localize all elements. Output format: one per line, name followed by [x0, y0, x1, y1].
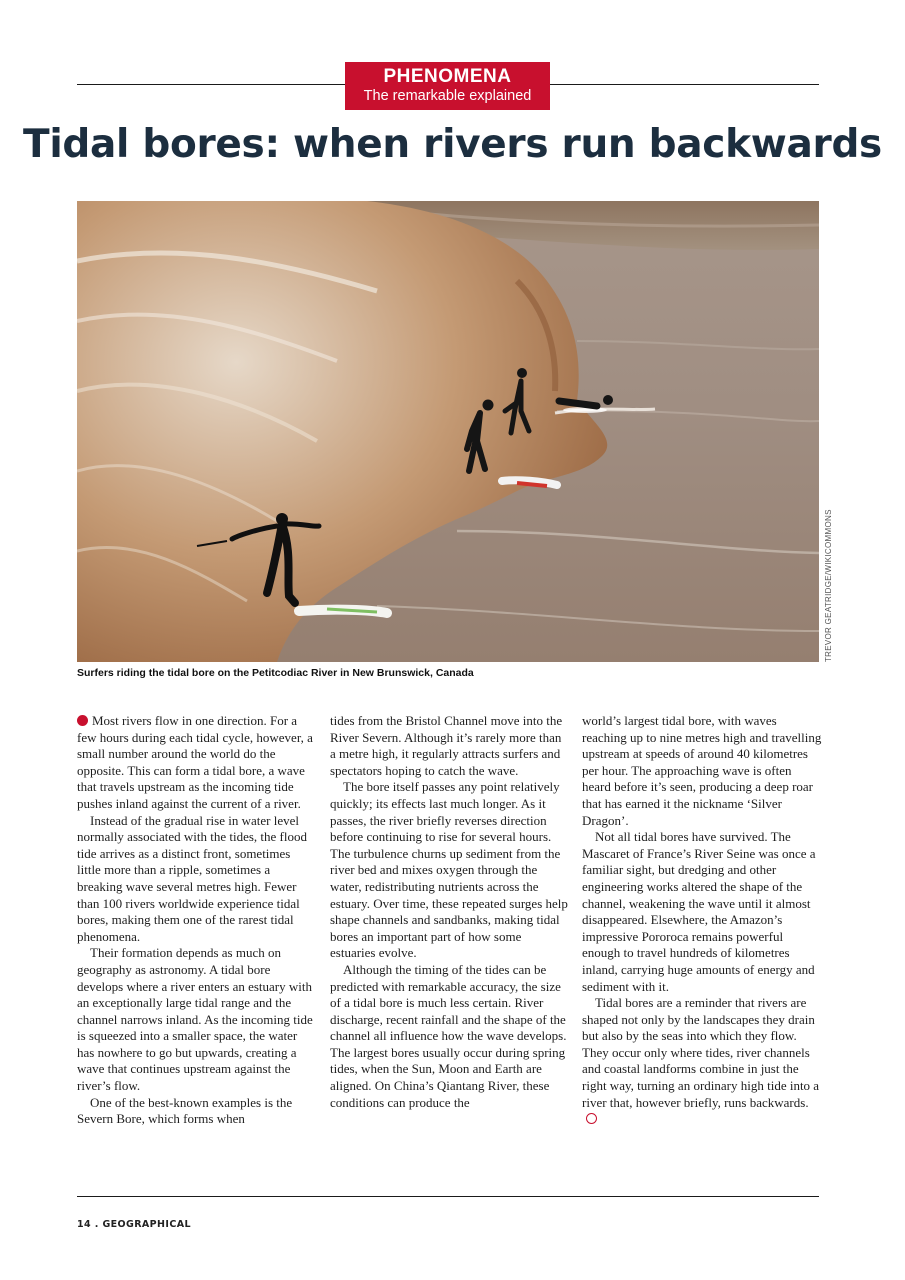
page-folio: 14 . GEOGRAPHICAL	[77, 1219, 191, 1230]
article-paragraph: Most rivers flow in one direction. For a few hours during each tidal cycle, however, a small number around the world do the opposite. This can form a tidal bore, a wave that travels upstream as the incoming tide pushes inland against the current of a river.	[77, 713, 313, 811]
article-paragraph: Instead of the gradual rise in water level normally associated with the tides, the flood tide arrives as a distinct front, sometimes little more than a ripple, sometimes a breaking wave several metres high. Fewer than 100 rivers worldwide experience tidal bores, making them one of the rarest tidal phenomena.	[77, 812, 307, 944]
section-label: PHENOMENA	[383, 66, 512, 87]
start-bullet-icon	[77, 715, 88, 726]
article-column-2	[330, 713, 570, 1111]
article-paragraph: world’s largest tidal bore, with waves reaching up to nine metres high and travelling upstream at speeds of around 40 kilometres per hour. The approaching wave is often heard before it’s seen, producing a deep roar that has earned it the nickname ‘Silver Dragon’.	[582, 713, 822, 828]
article-photo	[77, 201, 819, 662]
article-paragraph: tides from the Bristol Channel move into the River Severn. Although it’s rarely more than a metre high, it regularly attracts surfers and spectators hoping to catch the wave.	[330, 713, 563, 778]
photo-caption: Surfers riding the tidal bore on the Petitcodiac River in New Brunswick, Canada	[77, 667, 474, 679]
article-paragraph: Not all tidal bores have survived. The Mascaret of France’s River Seine was once a familiar sight, but dredging and other engineering works altered the shape of the channel, weakening the wave until it almost disappeared. Elsewhere, the Amazon’s impressive Pororoca remains powerful enough to travel hundreds of kilometres inland, carrying huge amounts of energy and sediment with it.	[582, 829, 816, 994]
article-headline: Tidal bores: when rivers run backwards	[23, 122, 882, 167]
article-paragraph: Their formation depends as much on geography as astronomy. A tidal bore develops where a river enters an estuary with an exceptionally large tidal range and the channel narrows inland. As the incoming tide is squeezed into a smaller space, the water has nowhere to go but upwards, creating a wave that continues upstream against the river’s flow.	[77, 945, 313, 1094]
header-rule-right	[550, 84, 819, 85]
section-sublabel: The remarkable explained	[363, 88, 532, 104]
article-column-3	[582, 713, 822, 1128]
article-paragraph: Tidal bores are a reminder that rivers are shaped not only by the landscapes they drain but also by the seas into which they flow. They occur only where tides, river channels and coastal landforms combine in just the right way, turning an ordinary high tide into a river that, however briefly, runs backwards.	[582, 995, 822, 1128]
article-paragraph: Although the timing of the tides can be predicted with remarkable accuracy, the size of a tidal bore is much less certain. River discharge, recent rainfall and the shape of the channel all influence how the wave develops. The largest bores usually occur during spring tides, when the Sun, Moon and Earth are aligned. On China’s Qiantang River, these conditions can produce the	[330, 961, 567, 1110]
article-column-1	[77, 713, 317, 1128]
photo-credit: TREVOR GEATRIDGE/WIKICOMMONS	[824, 509, 833, 662]
footer-rule	[77, 1196, 819, 1197]
end-mark-icon	[586, 1113, 597, 1124]
article-paragraph: One of the best-known examples is the Severn Bore, which forms when	[77, 1094, 293, 1127]
article-paragraph: The bore itself passes any point relatively quickly; its effects last much longer. As it passes, the river briefly reverses direction before continuing to rise for several hours. The turbulence churns up sediment from the river bed and mixes oxygen through the water, redistributing nutrients across the estuary. Over time, these repeated surges help shape channels and sandbanks, making tidal bores an important part of how some estuaries evolve.	[330, 779, 568, 961]
header-rule-left	[77, 84, 345, 85]
section-tag	[345, 62, 550, 110]
